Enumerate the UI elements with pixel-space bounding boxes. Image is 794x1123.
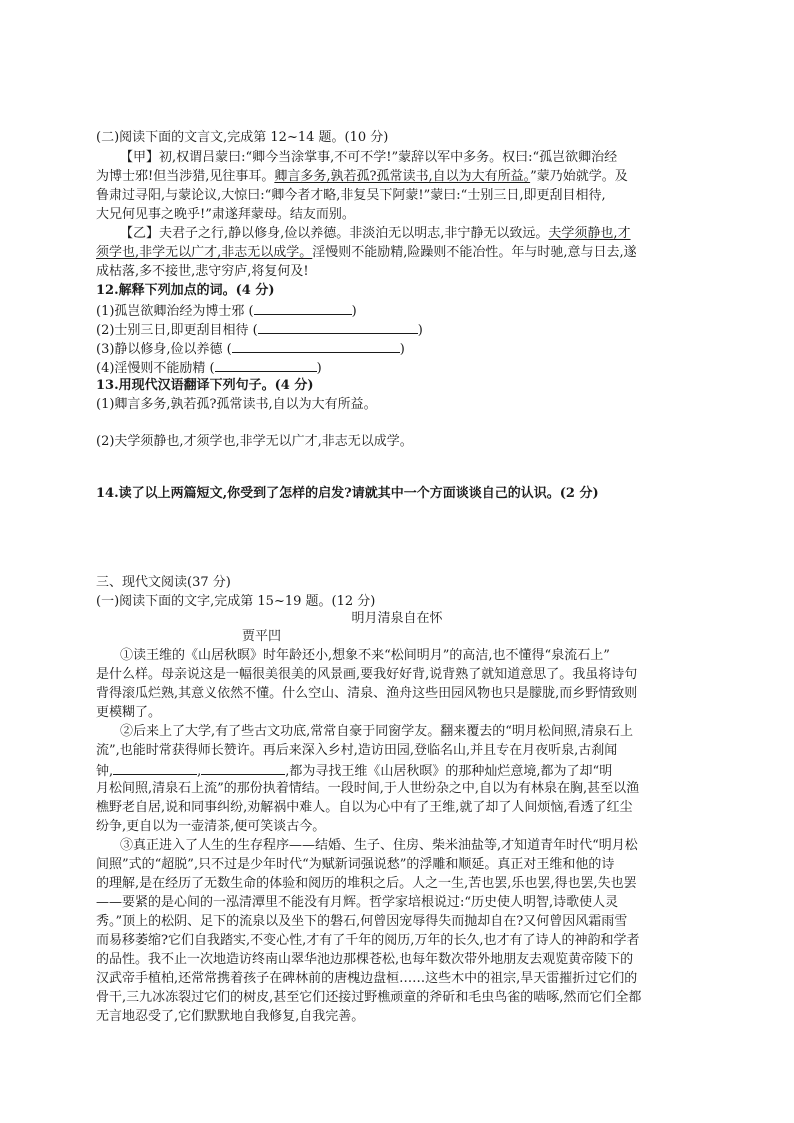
paragraph-line	[96, 760, 696, 781]
section-heading: 三、现代文阅读(37 分)	[96, 575, 231, 590]
passage-jia-line: 大兄何见事之晚乎!”肃遂拜蒙母。结友而别。	[96, 207, 355, 222]
paragraph-line: 是什么样。母亲说这是一幅很美很美的风景画,要我好好背,说背熟了就知道意思了。我虽将诗句	[96, 667, 638, 682]
paragraph-line: 流”,也能时常获得师长赞许。再后来深入乡村,造访田园,登临名山,并且专在月夜听泉,古刹闻	[96, 743, 618, 758]
paragraph-line: 骨干,三九冰冻裂过它们的树皮,甚至它们还接过野樵顽童的斧斫和毛虫鸟雀的啮啄,然而它们全都	[96, 990, 642, 1005]
passage-text: 淫慢则不能励精,险躁则不能冶性。年与时驰,意与日去,遂	[312, 245, 637, 260]
question-12-item	[96, 319, 696, 340]
article-title: 明月清泉自在怀	[351, 611, 443, 626]
paragraph-line: 背得滚瓜烂熟,其意义依然不懂。什么空山、清泉、渔舟这些田园风物也只是朦胧,而乡野情致则	[96, 686, 638, 701]
paragraph-line: 间照”式的“超脱”,只不过是少年时代“为赋新词强说愁”的浮雕和顺延。真正对王维和他的诗	[96, 857, 615, 872]
question-12-item	[96, 300, 696, 321]
question-12-item	[96, 338, 696, 359]
item-close: )	[316, 361, 322, 376]
passage-yi-line	[120, 224, 720, 243]
item-close: )	[399, 342, 405, 357]
fill-blank[interactable]	[201, 760, 285, 775]
paragraph-line: ③真正进入了人生的生存程序——结婚、生子、住房、柴米油盐等,才知道青年时代“明月松	[120, 838, 638, 853]
passage-jia-line: 【甲】初,权谓吕蒙曰:“卿今当涂掌事,不可不学!”蒙辞以军中多务。权曰:“孤岂欲卿治经	[120, 150, 618, 165]
answer-blank[interactable]	[254, 300, 352, 315]
paragraph-line: 秀。”顶上的松阴、足下的流泉以及坐下的磐石,何曾因宠辱得失而抛却自在?又何曾因风霜雨雪	[96, 914, 628, 929]
paragraph-line: 而易移萎缩?它们自我踏实,不变心性,才有了千年的阅历,万年的长久,也才有了诗人的神韵和学者	[96, 933, 640, 948]
item-text: (2)士别三日,即更刮目相待 (	[96, 323, 258, 338]
translate-sentence-1: (1)卿言多务,孰若孤?孤常读书,自以为大有所益。	[96, 397, 377, 412]
paragraph-line: 更模糊了。	[96, 705, 162, 720]
paragraph-line: ①读王维的《山居秋暝》时年龄还小,想象不来“松间明月”的高洁,也不懂得“泉流石上”	[120, 648, 610, 663]
paragraph-line: 纷争,更自以为一壶清茶,便可笑谈古今。	[96, 819, 326, 834]
underlined-sentence: 卿言多务,孰若孤?孤常读书,自以为大有所益。	[274, 169, 531, 184]
question-14-title: 14.读了以上两篇短文,你受到了怎样的启发?请就其中一个方面谈谈自己的认识。(2 分)	[96, 486, 599, 501]
section-heading: (二)阅读下面的文言文,完成第 12~14 题。(10 分)	[96, 130, 389, 145]
fill-blank[interactable]	[113, 760, 197, 775]
paragraph-text: ,	[197, 764, 202, 779]
article-author: 贾平凹	[242, 629, 282, 644]
paragraph-line: 的理解,是在经历了无数生命的体验和阅历的堆积之后。人之一生,苦也罢,乐也罢,得也罢,失也罢	[96, 876, 637, 891]
item-text: (1)孤岂欲卿治经为博士邪 (	[96, 304, 254, 319]
paragraph-text: ,都为寻找王维《山居秋暝》的那种灿烂意境,都为了却“明	[285, 764, 613, 779]
underlined-sentence: 须学也,非学无以广才,非志无以成学。	[96, 245, 313, 260]
paragraph-line: 无言地忍受了,它们默默地自我修复,自我完善。	[96, 1009, 365, 1024]
passage-jia-line: 鲁肃过寻阳,与蒙论议,大惊曰:“卿今者才略,非复吴下阿蒙!”蒙曰:“士别三日,即更刮目相待,	[96, 188, 606, 203]
item-text: (3)静以修身,俭以养德 (	[96, 342, 232, 357]
subsection-heading: (一)阅读下面的文字,完成第 15~19 题。(12 分)	[96, 594, 376, 609]
item-text: (4)淫慢则不能励精 (	[96, 361, 215, 376]
paragraph-line: ②后来上了大学,有了些古文功底,常常自豪于同窗学友。翻来覆去的“明月松间照,清泉石上	[120, 724, 634, 739]
passage-jia-line	[96, 167, 696, 186]
paragraph-text: 钟,	[96, 764, 114, 779]
question-12-item	[96, 357, 696, 378]
answer-blank[interactable]	[258, 319, 418, 334]
paragraph-line: 的品性。我不止一次地造访终南山翠华池边那棵苍松,也每年数次带外地朋友去观览黄帝陵下的	[96, 952, 634, 967]
underlined-sentence: 夫学须静也,才	[548, 226, 631, 241]
translate-sentence-2: (2)夫学须静也,才须学也,非学无以广才,非志无以成学。	[96, 434, 413, 449]
item-close: )	[417, 323, 423, 338]
paragraph-line: 月松间照,清泉石上流”的那份执着情结。一段时间,于人世纷杂之中,自以为有林泉在胸,甚至以渔	[96, 781, 640, 796]
passage-yi-line	[96, 243, 696, 262]
passage-text: 为博士邪!但当涉猎,见往事耳。	[96, 169, 275, 184]
item-close: )	[351, 304, 357, 319]
answer-blank[interactable]	[232, 338, 400, 353]
paragraph-line: 汉武帝手植柏,还常常携着孩子在碑林前的唐槐边盘桓……这些木中的祖宗,旱天雷摧折过它们的	[96, 971, 638, 986]
paragraph-line: 樵野老自居,说和同事纠纷,劝解祸中难人。自以为心中有了王维,就了却了人间烦恼,看透了红尘	[96, 800, 633, 815]
passage-text: ”蒙乃始就学。及	[530, 169, 628, 184]
passage-yi-line: 成枯落,多不接世,悲守穷庐,将复何及!	[96, 264, 309, 279]
passage-text: 【乙】夫君子之行,静以修身,俭以养德。非淡泊无以明志,非宁静无以致远。	[120, 226, 549, 241]
paragraph-line: ——要紧的是心间的一泓清潭里不能没有月辉。哲学家培根说过:“历史使人明智,诗歌使人灵	[96, 895, 619, 910]
answer-blank[interactable]	[215, 357, 317, 372]
question-13-title: 13.用现代汉语翻译下列句子。(4 分)	[96, 378, 314, 393]
question-12-title: 12.解释下列加点的词。(4 分)	[96, 283, 275, 298]
